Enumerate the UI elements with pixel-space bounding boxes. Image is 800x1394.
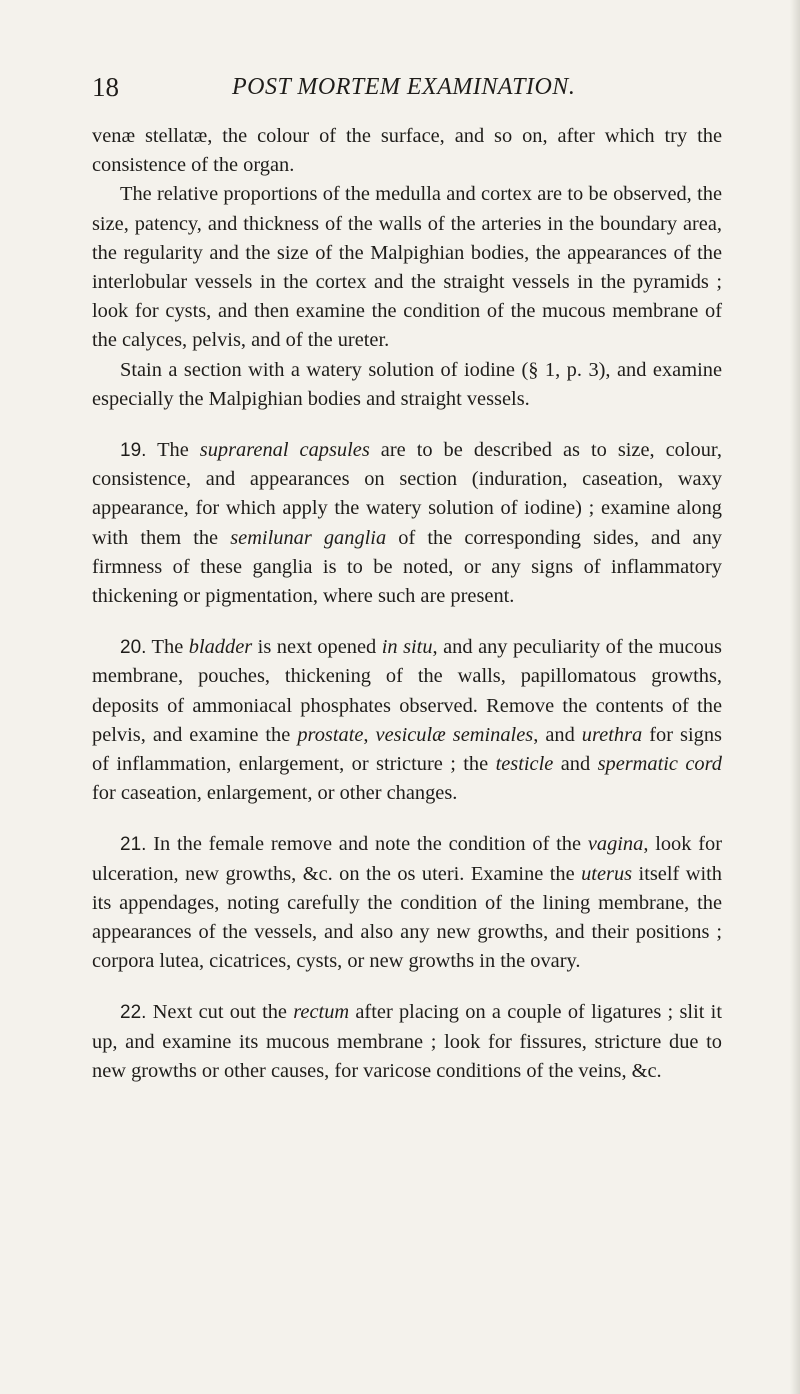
page-header xyxy=(92,72,732,112)
italic-term: semilunar ganglia xyxy=(230,526,387,549)
text-run: The xyxy=(151,636,189,659)
page-number: 18 xyxy=(92,72,119,102)
text-run: Next cut out the xyxy=(152,1001,294,1024)
text-run: , xyxy=(363,723,376,746)
text-run: after placing on a couple of ligatures ; slit it up, and examine its mucous membrane ; look for fissures, stricture due to new growths or other causes, for varicose conditions of the veins, &c. xyxy=(92,1001,722,1082)
italic-term: urethra xyxy=(581,723,643,746)
italic-term: rectum xyxy=(293,1001,350,1024)
paragraph-continuation xyxy=(92,122,722,180)
italic-term: prostate xyxy=(297,723,364,746)
text-run: of the corresponding sides, and any firmness of these ganglia is to be noted, or any signs of inflammatory thickening or pigmentation, where such are present. xyxy=(92,526,722,608)
italic-term: uterus xyxy=(581,862,633,885)
body-text xyxy=(92,122,722,1086)
paragraph-stain-section xyxy=(92,356,722,414)
text-run: and xyxy=(553,753,598,776)
text-run: The xyxy=(157,439,200,462)
text-run: is next opened xyxy=(252,636,382,659)
running-head: POST MORTEM EXAMINATION. xyxy=(232,74,576,100)
section-number: 19. xyxy=(120,440,147,462)
text-run: are to be described as to size, colour, consistence, and appearances on section (induration, caseation, waxy appearance, for which apply the watery solution of iodine) ; examine along with them the xyxy=(92,439,722,549)
paragraph-text: The relative proportions of the medulla and cortex are to be observed, the size, patency, and thickness of the walls of the arteries in the boundary area, the regularity and the size of the Malpighian bodies, the appearances of the interlobular vessels in the cortex and the straight vessels in the pyramids ; look for cysts, and then examine the condition of the mucous membrane of the calyces, pelvis, and of the ureter. xyxy=(92,183,722,352)
text-run: , look for ulceration, new growths, &c. on the os uteri. Examine the xyxy=(92,833,722,885)
section-22 xyxy=(92,998,722,1086)
italic-term: spermatic cord xyxy=(597,753,722,776)
text-run: itself with its appendages, noting carefully the condition of the lining membrane, the appearances of the vessels, and also any new growths, and their positions ; corpora lutea, cicatrices, cysts, or new growths in the ovary. xyxy=(92,862,723,973)
text-run: , and any peculiarity of the mucous membrane, pouches, thickening of the walls, papillomatous growths, deposits of ammoniacal phosphates observed. Remove the contents of the pelvis, and examine the xyxy=(92,636,722,746)
italic-term: bladder xyxy=(188,636,253,659)
section-number: 22. xyxy=(120,1002,147,1024)
italic-term: suprarenal capsules xyxy=(199,439,370,462)
page-edge-shadow xyxy=(790,0,800,1394)
text-run: , and xyxy=(533,723,582,746)
paragraph-text: venæ stellatæ, the colour of the surface, and so on, after which try the consistence of the organ. xyxy=(92,125,722,177)
italic-term: vesiculæ seminales xyxy=(375,723,534,746)
italic-term: testicle xyxy=(495,753,554,776)
italic-term: in situ xyxy=(381,636,433,659)
section-21 xyxy=(92,830,722,976)
section-number: 21. xyxy=(120,834,147,856)
section-20 xyxy=(92,633,722,808)
text-run: In the female remove and note the condition of the xyxy=(153,833,588,856)
text-run: for caseation, enlargement, or other changes. xyxy=(92,782,458,805)
text-run: for signs of inflammation, enlargement, or stricture ; the xyxy=(92,723,722,776)
paragraph-text: Stain a section with a watery solution of iodine (§ 1, p. 3), and examine especially the Malpighian bodies and straight vessels. xyxy=(92,358,722,410)
section-number: 20. xyxy=(120,637,147,659)
italic-term: vagina xyxy=(587,833,644,856)
section-19 xyxy=(92,436,722,611)
paragraph-relative-proportions xyxy=(92,180,722,355)
